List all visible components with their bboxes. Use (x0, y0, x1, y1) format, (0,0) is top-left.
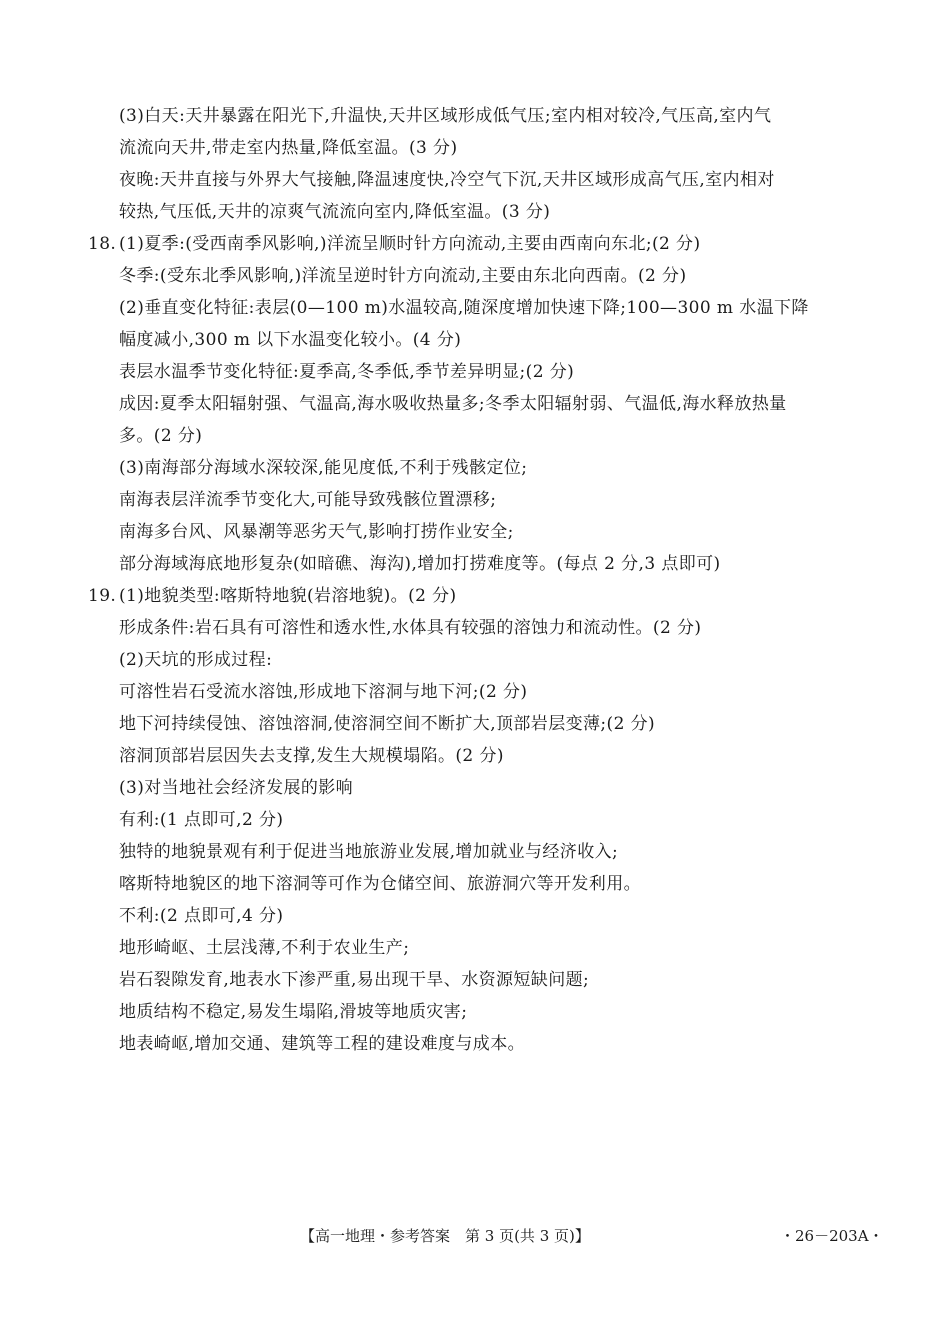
answer-text: 可溶性岩石受流水溶蚀,形成地下溶洞与地下河;(2 分) (119, 682, 528, 702)
answer-text: 南海表层洋流季节变化大,可能导致残骸位置漂移; (119, 490, 497, 510)
answer-text: 南海多台风、风暴潮等恶劣天气,影响打捞作业安全; (119, 522, 514, 542)
answer-text: 表层水温季节变化特征:夏季高,冬季低,季节差异明显;(2 分) (119, 362, 575, 382)
answer-text: 流流向天井,带走室内热量,降低室温。(3 分) (119, 138, 458, 158)
answer-line (88, 452, 868, 484)
answer-text: 地质结构不稳定,易发生塌陷,滑坡等地质灾害; (119, 1002, 468, 1022)
answer-text: 有利:(1 点即可,2 分) (119, 810, 284, 830)
answer-line (88, 196, 868, 228)
answer-line (88, 420, 868, 452)
answer-text: 独特的地貌景观有利于促进当地旅游业发展,增加就业与经济收入; (119, 842, 619, 862)
answer-text: 多。(2 分) (119, 426, 203, 446)
answer-text: 喀斯特地貌区的地下溶洞等可作为仓储空间、旅游洞穴等开发利用。 (119, 874, 641, 894)
page-footer (0, 1222, 950, 1250)
answer-text: (2)天坑的形成过程: (119, 650, 273, 670)
answer-body (88, 100, 868, 1060)
answer-line (88, 1028, 868, 1060)
answer-line (88, 996, 868, 1028)
answer-text: (3)南海部分海域水深较深,能见度低,不利于残骸定位; (119, 458, 528, 478)
answer-line (88, 388, 868, 420)
answer-line (88, 740, 868, 772)
answer-text: 地表崎岖,增加交通、建筑等工程的建设难度与成本。 (119, 1034, 526, 1054)
question-number: 18. (88, 234, 117, 254)
answer-line (88, 132, 868, 164)
answer-text: (1)地貌类型:喀斯特地貌(岩溶地貌)。(2 分) (119, 586, 457, 606)
answer-line (88, 676, 868, 708)
answer-text: 夜晚:天井直接与外界大气接触,降温速度快,冷空气下沉,天井区域形成高气压,室内相对 (119, 170, 775, 190)
answer-text: (1)夏季:(受西南季风影响,)洋流呈顺时针方向流动,主要由西南向东北;(2 分) (119, 234, 701, 254)
answer-text: 地形崎岖、土层浅薄,不利于农业生产; (119, 938, 410, 958)
answer-line (88, 324, 868, 356)
answer-line (88, 804, 868, 836)
answer-text: 较热,气压低,天井的凉爽气流流向室内,降低室温。(3 分) (119, 202, 551, 222)
question-number: 19. (88, 586, 117, 606)
answer-line (88, 228, 868, 260)
answer-text: 成因:夏季太阳辐射强、气温高,海水吸收热量多;冬季太阳辐射弱、气温低,海水释放热量 (119, 394, 787, 414)
answer-text: 部分海域海底地形复杂(如暗礁、海沟),增加打捞难度等。(每点 2 分,3 点即可) (119, 554, 721, 574)
answer-line (88, 612, 868, 644)
answer-line (88, 868, 868, 900)
answer-line (88, 292, 868, 324)
answer-line (88, 516, 868, 548)
answer-line (88, 100, 868, 132)
answer-line (88, 708, 868, 740)
answer-line (88, 356, 868, 388)
answer-line (88, 900, 868, 932)
answer-line (88, 164, 868, 196)
answer-line (88, 644, 868, 676)
answer-line (88, 580, 868, 612)
answer-text: 冬季:(受东北季风影响,)洋流呈逆时针方向流动,主要由东北向西南。(2 分) (119, 266, 687, 286)
answer-line (88, 932, 868, 964)
answer-text: 不利:(2 点即可,4 分) (119, 906, 284, 926)
footer-code: ・26－203A・ (780, 1227, 884, 1245)
answer-text: (3)白天:天井暴露在阳光下,升温快,天井区域形成低气压;室内相对较冷,气压高,室内气 (119, 106, 772, 126)
answer-line (88, 772, 868, 804)
answer-text: 形成条件:岩石具有可溶性和透水性,水体具有较强的溶蚀力和流动性。(2 分) (119, 618, 702, 638)
answer-text: 岩石裂隙发育,地表水下渗严重,易出现干旱、水资源短缺问题; (119, 970, 590, 990)
answer-text: (3)对当地社会经济发展的影响 (119, 778, 354, 798)
answer-text: 溶洞顶部岩层因失去支撑,发生大规模塌陷。(2 分) (119, 746, 504, 766)
answer-line (88, 484, 868, 516)
answer-text: 地下河持续侵蚀、溶蚀溶洞,使溶洞空间不断扩大,顶部岩层变薄;(2 分) (119, 714, 656, 734)
answer-line (88, 260, 868, 292)
answer-line (88, 548, 868, 580)
answer-text: 幅度减小,300 m 以下水温变化较小。(4 分) (119, 330, 462, 350)
answer-line (88, 836, 868, 868)
answer-line (88, 964, 868, 996)
answer-text: (2)垂直变化特征:表层(0—100 m)水温较高,随深度增加快速下降;100—300 m 水温下降 (119, 298, 809, 318)
footer-title: 【高一地理・参考答案 第 3 页(共 3 页)】 (300, 1227, 590, 1245)
